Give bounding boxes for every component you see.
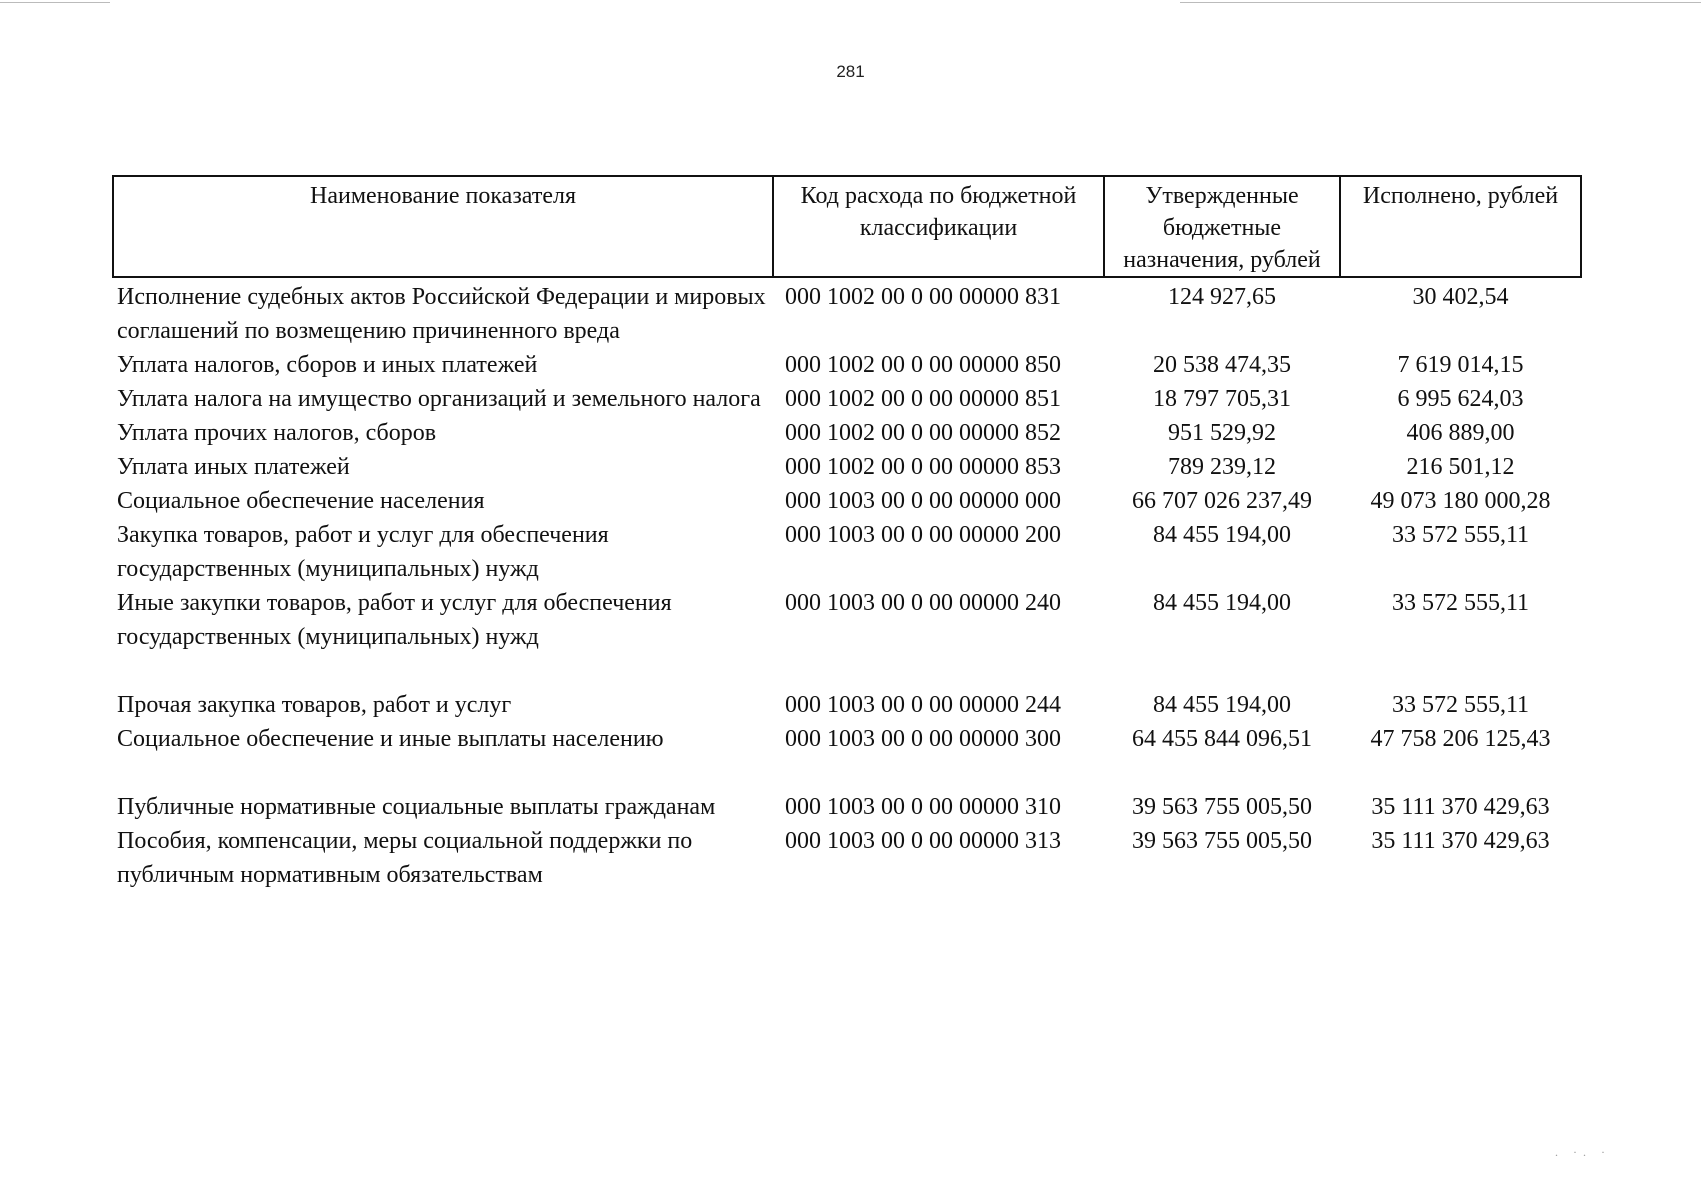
row-approved: 64 455 844 096,51 <box>1132 726 1312 752</box>
row-code: 000 1003 00 0 00 00000 310 <box>785 794 1061 820</box>
row-name: Уплата налогов, сборов и иных платежей <box>117 352 538 378</box>
scan-edge-line <box>1180 2 1701 3</box>
row-approved: 951 529,92 <box>1168 420 1276 446</box>
header-row <box>113 176 1581 277</box>
row-code: 000 1003 00 0 00 00000 313 <box>785 828 1061 854</box>
row-executed: 49 073 180 000,28 <box>1370 488 1551 514</box>
table-row <box>113 277 1581 348</box>
row-executed: 216 501,12 <box>1406 454 1515 480</box>
row-code: 000 1003 00 0 00 00000 300 <box>785 726 1061 752</box>
row-code: 000 1002 00 0 00 00000 853 <box>785 454 1061 480</box>
row-code: 000 1002 00 0 00 00000 851 <box>785 386 1061 412</box>
row-name: Уплата налога на имущество организаций и земельного налога <box>117 386 761 412</box>
row-executed: 33 572 555,11 <box>1391 522 1530 548</box>
row-approved: 39 563 755 005,50 <box>1132 828 1312 854</box>
table-row <box>113 722 1581 790</box>
table-row <box>113 586 1581 688</box>
row-approved: 39 563 755 005,50 <box>1132 794 1312 820</box>
table-row <box>113 518 1581 586</box>
row-name: Публичные нормативные социальные выплаты гражданам <box>117 794 716 820</box>
budget-execution-table <box>112 175 1582 892</box>
header-code: Код расхода по бюджетной классификации <box>773 176 1104 277</box>
row-executed: 33 572 555,11 <box>1391 590 1530 616</box>
row-code: 000 1003 00 0 00 00000 200 <box>785 522 1061 548</box>
table-row <box>113 416 1581 450</box>
scan-edge-line <box>0 2 110 3</box>
header-executed: Исполнено, рублей <box>1340 176 1581 277</box>
row-approved: 84 455 194,00 <box>1153 522 1291 548</box>
header-approved: Утвержденные бюджетные назначения, рублей <box>1104 176 1340 277</box>
table-row <box>113 484 1581 518</box>
row-code: 000 1002 00 0 00 00000 852 <box>785 420 1061 446</box>
row-name: Исполнение судебных актов Российской Федерации и мировых соглашений по возмещению причиненного вреда <box>117 284 766 344</box>
row-name: Иные закупки товаров, работ и услуг для обеспечения государственных (муниципальных) нужд <box>117 590 672 650</box>
row-name: Закупка товаров, работ и услуг для обеспечения государственных (муниципальных) нужд <box>117 522 609 582</box>
row-executed: 30 402,54 <box>1412 284 1509 310</box>
row-approved: 789 239,12 <box>1168 454 1276 480</box>
row-code: 000 1002 00 0 00 00000 850 <box>785 352 1061 378</box>
table-row <box>113 382 1581 416</box>
row-name: Социальное обеспечение населения <box>117 488 485 514</box>
table-row <box>113 450 1581 484</box>
row-executed: 6 995 624,03 <box>1397 386 1524 412</box>
table-row <box>113 688 1581 722</box>
row-name: Социальное обеспечение и иные выплаты населению <box>117 726 664 752</box>
row-name: Уплата иных платежей <box>117 454 350 480</box>
table-row <box>113 348 1581 382</box>
row-executed: 7 619 014,15 <box>1397 352 1524 378</box>
scan-speckles: . ·. · <box>1555 1145 1611 1159</box>
row-name: Уплата прочих налогов, сборов <box>117 420 437 446</box>
row-code: 000 1002 00 0 00 00000 831 <box>785 284 1061 310</box>
row-approved: 20 538 474,35 <box>1153 352 1291 378</box>
table-row <box>113 790 1581 824</box>
row-name: Пособия, компенсации, меры социальной поддержки по публичным нормативным обязательствам <box>117 828 693 888</box>
row-approved: 18 797 705,31 <box>1153 386 1291 412</box>
row-approved: 84 455 194,00 <box>1153 590 1291 616</box>
row-executed: 35 111 370 429,63 <box>1371 828 1550 854</box>
table-header <box>113 176 1581 277</box>
page-number: 281 <box>836 62 865 81</box>
row-executed: 35 111 370 429,63 <box>1371 794 1550 820</box>
row-executed: 406 889,00 <box>1406 420 1515 446</box>
row-code: 000 1003 00 0 00 00000 244 <box>785 692 1061 718</box>
row-executed: 47 758 206 125,43 <box>1370 726 1551 752</box>
row-executed: 33 572 555,11 <box>1391 692 1530 718</box>
row-code: 000 1003 00 0 00 00000 240 <box>785 590 1061 616</box>
table-row <box>113 824 1581 892</box>
table-body <box>113 277 1581 892</box>
header-name: Наименование показателя <box>113 176 773 277</box>
row-approved: 66 707 026 237,49 <box>1132 488 1312 514</box>
row-approved: 124 927,65 <box>1168 284 1276 310</box>
row-approved: 84 455 194,00 <box>1153 692 1291 718</box>
row-name: Прочая закупка товаров, работ и услуг <box>117 692 512 718</box>
row-code: 000 1003 00 0 00 00000 000 <box>785 488 1061 514</box>
